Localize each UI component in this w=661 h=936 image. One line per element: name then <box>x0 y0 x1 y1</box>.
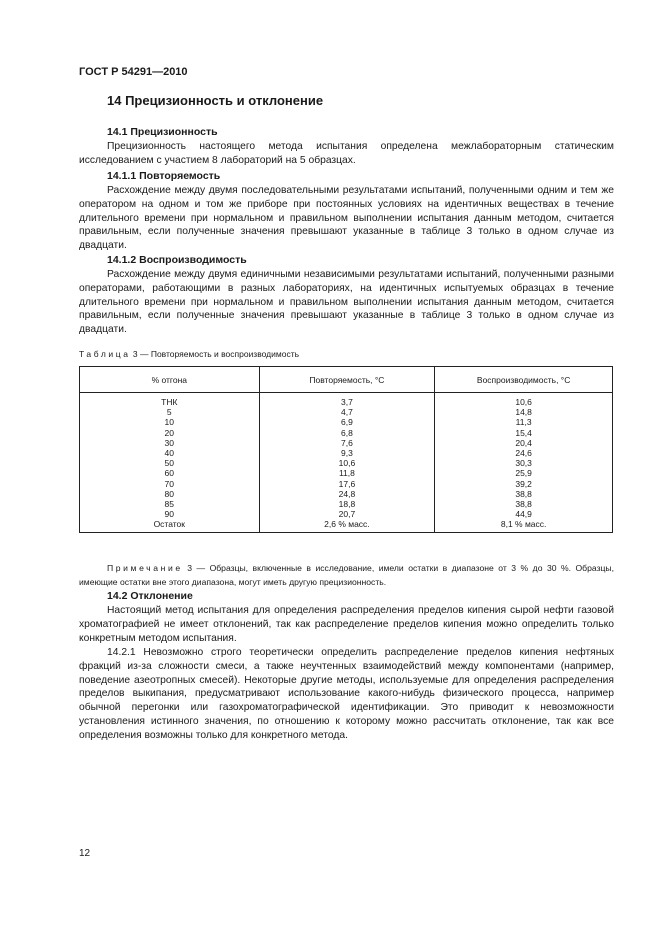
cell: 8,1 % масс. <box>435 519 613 532</box>
table-row <box>80 509 613 519</box>
section-14-2-text: Настоящий метод испытания для определения распределения пределов кипения сырой нефти газовой хроматографией не имеет отклонений, так как распределение пределов кипения можно определить только конкретным методом испытания. <box>79 605 614 644</box>
cell: 17,6 <box>259 479 435 489</box>
cell: 5 <box>80 407 260 417</box>
table-row <box>80 407 613 417</box>
section-14-1-1-text: Расхождение между двумя последовательными результатами испытаний, полученными одним и тем же оператором на одном и том же приборе при постоянных условиях на идентичных веществах в течение длительного времени при нормальном и правильном выполнении испытания данным методом, считается правильным, если полученные значения превышают указанные в таблице 3 только в одном случае из двадцати. <box>79 185 614 252</box>
table-caption-title: 3 — Повторяемость и воспроизводимость <box>130 349 300 359</box>
section-14-1-title: 14.1 Прецизионность <box>107 126 218 138</box>
table-row <box>80 489 613 499</box>
cell: 4,7 <box>259 407 435 417</box>
cell: 7,6 <box>259 438 435 448</box>
cell: 39,2 <box>435 479 613 489</box>
cell: 14,8 <box>435 407 613 417</box>
cell: 10,6 <box>259 458 435 468</box>
table-row <box>80 438 613 448</box>
cell: 2,6 % масс. <box>259 519 435 532</box>
cell: 15,4 <box>435 428 613 438</box>
section-14-1-2-title: 14.1.2 Воспроизводимость <box>107 254 247 266</box>
table-caption-label: Таблица <box>79 349 131 359</box>
cell: 24,6 <box>435 448 613 458</box>
document-header: ГОСТ Р 54291—2010 <box>79 66 188 78</box>
cell: Остаток <box>80 519 260 532</box>
cell: 3,7 <box>259 393 435 408</box>
cell: 20,7 <box>259 509 435 519</box>
cell: 6,8 <box>259 428 435 438</box>
cell: 11,3 <box>435 417 613 427</box>
table-header-row <box>80 367 613 393</box>
cell: 30,3 <box>435 458 613 468</box>
table-row <box>80 519 613 532</box>
note-label: Примечание <box>107 563 183 573</box>
cell: 18,8 <box>259 499 435 509</box>
cell: 80 <box>80 489 260 499</box>
cell: ТНК <box>80 393 260 408</box>
column-header-distillation: % отгона <box>80 367 260 393</box>
cell: 50 <box>80 458 260 468</box>
cell: 11,8 <box>259 468 435 478</box>
page-number: 12 <box>79 848 91 859</box>
cell: 30 <box>80 438 260 448</box>
section-14-title: 14 Прецизионность и отклонение <box>107 93 324 108</box>
cell: 20,4 <box>435 438 613 448</box>
cell: 10,6 <box>435 393 613 408</box>
table-row <box>80 499 613 509</box>
section-14-2-title: 14.2 Отклонение <box>107 590 193 602</box>
section-14-1-1-title: 14.1.1 Повторяемость <box>107 170 221 182</box>
cell: 90 <box>80 509 260 519</box>
table-row <box>80 468 613 478</box>
cell: 85 <box>80 499 260 509</box>
cell: 24,8 <box>259 489 435 499</box>
cell: 6,9 <box>259 417 435 427</box>
table-row <box>80 393 613 408</box>
table-3-caption <box>79 349 299 359</box>
section-14-1-text: Прецизионность настоящего метода испытания определена межлабораторным статическим исследованием с участием 8 лабораторий на 5 образцах. <box>79 141 614 166</box>
cell: 10 <box>80 417 260 427</box>
cell: 44,9 <box>435 509 613 519</box>
cell: 38,8 <box>435 489 613 499</box>
table-row <box>80 458 613 468</box>
cell: 38,8 <box>435 499 613 509</box>
cell: 60 <box>80 468 260 478</box>
table-3 <box>79 366 613 533</box>
note-text: 3 — Образцы, включенные в исследование, имели остатки в диапазоне от 3 % до 30 %. Образцы, имеющие остатки вне этого диапазона, могут иметь другую прецизионность. <box>79 563 614 587</box>
section-14-2-1-text: 14.2.1 Невозможно строго теоретически определить распределение пределов кипения нефтяных фракций из-за сложности смеси, а также неучтенных взаимодействий между компонентами (например, поведение азеотропных смесей). Некоторые другие методы, используемые для определения распределения пределов выкипания, предусматривают использование какого-нибудь физического процесса, например обычной перегонки или газохроматографической идентификации. Это приводит к невозможности установления истинного значения, по отношению к которому можно рассчитать отклонение, так как все определения возможны только для конкретного метода. <box>79 647 614 741</box>
section-14-1-2-text: Расхождение между двумя единичными независимыми результатами испытаний, полученными разными операторами, работающими в разных лабораториях, на идентичных испытуемых образцах в течение длительного времени при нормальном и правильном выполнении испытания данным методом, считается правильным, если полученные значения превышают указанные в таблице 3 только в одном случае из двадцати. <box>79 269 614 336</box>
cell: 25,9 <box>435 468 613 478</box>
table-row <box>80 417 613 427</box>
column-header-reproducibility: Воспроизводимость, °С <box>435 367 613 393</box>
table-row <box>80 428 613 438</box>
table-note <box>79 561 614 589</box>
cell: 40 <box>80 448 260 458</box>
cell: 20 <box>80 428 260 438</box>
table-row <box>80 479 613 489</box>
cell: 70 <box>80 479 260 489</box>
table-row <box>80 448 613 458</box>
cell: 9,3 <box>259 448 435 458</box>
column-header-repeatability: Повторяемость, °С <box>259 367 435 393</box>
